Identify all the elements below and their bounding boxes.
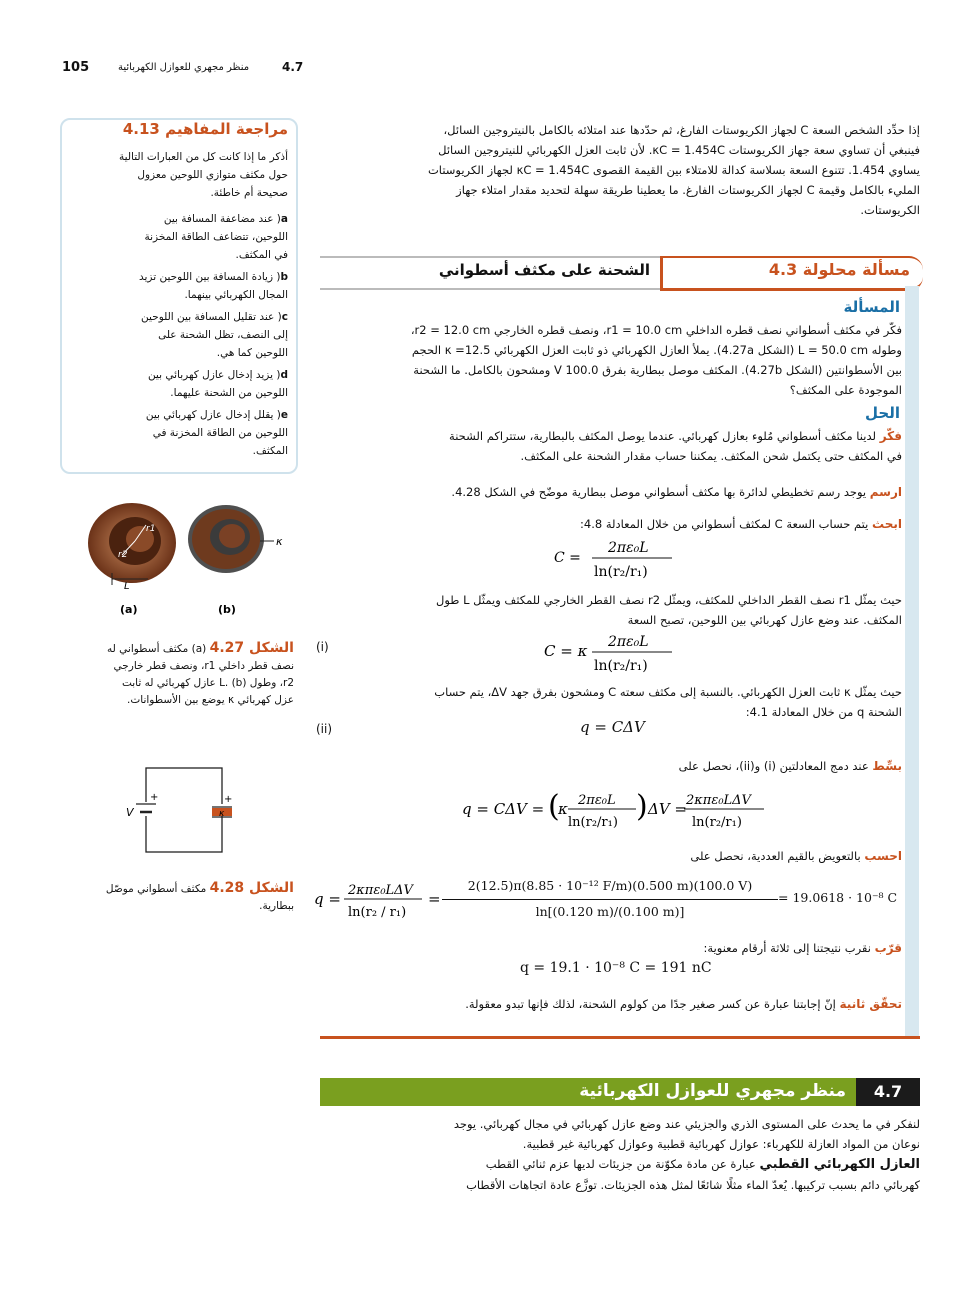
step-label: بسِّط xyxy=(872,759,902,773)
round-result: q = 19.1 · 10⁻⁸ C = 191 nC xyxy=(520,960,712,976)
text-line: نوعان من المواد العازلة للكهرباء: عوازل كهربائية قطبية وعوازل كهربائية غير قطبية. xyxy=(522,1137,920,1151)
figure-label-b: (b) xyxy=(218,603,236,616)
concept-review-title: مراجعة المفاهيم 4.13 xyxy=(122,120,288,138)
option-letter: b xyxy=(280,271,288,283)
option-a: a( عند مضاعفة المسافة بين اللوحين، تتضاعف الطاقة المخزنة في المكثف. xyxy=(70,210,288,264)
text-line: حيث يمثّل r1 نصف القطر الداخلي للمكثف، ويمثّل r2 نصف القطر الخارجي للمكثف ويمثّل L طول xyxy=(435,593,902,607)
text-line: إنّ إجابتنا عبارة عن كسر صغير جدًا من كولوم الشحنة، لذلك فإنها تبدو معقولة. xyxy=(465,997,836,1011)
capacitor-plus: + xyxy=(224,794,233,805)
option-b: b( زيادة المسافة بين اللوحين تزيد المجال الكهربائي بينهما. xyxy=(70,268,288,304)
text-line: يتم حساب السعة C لمكثف أسطواني من خلال المعادلة 4.8: xyxy=(580,517,869,531)
figure-4-27-caption xyxy=(62,640,294,709)
equation-ii: q = CΔV xyxy=(580,718,645,736)
svg-text:2πε₀L: 2πε₀L xyxy=(608,540,649,556)
text-line: لدينا مكثف أسطواني مُلوء بعازل كهربائي. عندما يوصل المكثف بالبطارية، ستتراكم الشحنة xyxy=(449,429,877,443)
text-line: إذا حدِّد الشخص السعة C لجهاز الكريوستات الفارغ، ثم حدّدها عند امتلائه بالكامل بالنيتروجين السائل، xyxy=(443,123,920,137)
text-line: المليء بالكامل وقيمة C لجهاز الكريوستات الفارغ. ما يعطينا طريقة سهلة لتحديد مقدار امتلاء جهاز xyxy=(456,183,920,197)
figure-label-a: (a) xyxy=(120,603,138,616)
svg-text:2πε₀L: 2πε₀L xyxy=(608,634,649,650)
solved-problem-end-rule xyxy=(320,1036,920,1039)
text-line: عبارة عن مادة مكوّنة من جزيئات لديها عزم ثنائي القطب xyxy=(485,1157,756,1171)
cylindrical-capacitor-a xyxy=(88,503,176,583)
svg-text:=: = xyxy=(428,890,441,908)
text-line: زيادة المسافة بين اللوحين تزيد xyxy=(139,271,274,283)
research-step xyxy=(318,514,902,534)
svg-text:κ: κ xyxy=(558,800,568,818)
intro-paragraph xyxy=(318,120,920,220)
step-label: فكّر xyxy=(879,429,902,443)
option-e: e( يقلل إدخال عازل كهربائي بين اللوحين من الطاقة المخزنة في المكثف. xyxy=(70,406,288,460)
equation-ii-label: (ii) xyxy=(316,722,333,736)
calc-denominator: ln[(0.120 m)/(0.100 m)] xyxy=(535,904,685,919)
text-line: بالتعويض بالقيم العددية، نحصل على xyxy=(690,849,861,863)
figure-4-28-caption xyxy=(62,880,294,915)
text-line: اللوحين كما هي. xyxy=(216,347,288,359)
concept-review-question xyxy=(70,148,288,202)
text-line: بين الأسطوانتين (الشكل 4.27b). المكثف موصل ببطارية بفرق 100.0 V ومشحون بالكامل. ما الشحنة xyxy=(413,363,902,377)
text-line: نقرب نتيجتنا إلى ثلاثة أرقام معنوية: xyxy=(703,941,871,955)
kappa-text xyxy=(318,682,902,722)
text-line: اللوحين من الطاقة المخزنة في xyxy=(152,427,288,439)
r1-label: r1 xyxy=(146,524,156,534)
step-label: قرّب xyxy=(874,941,902,955)
figure-4-27 xyxy=(60,495,300,620)
text-line: فينبغي أن تساوي سعة جهاز الكريوستات κC = 1.454C. لأن ثابت العزل الكهربائي للنيتروجين السائل xyxy=(438,143,920,157)
svg-text:): ) xyxy=(636,789,648,824)
text-line: يزيد إدخال عازل كهربائي بين xyxy=(147,369,274,381)
key-term: العازل الكهربائي القطبي xyxy=(759,1157,920,1172)
text-line: عند دمج المعادلتين (i) و(ii)، نحصل على xyxy=(678,759,869,773)
text-line: فكّر في مكثف أسطواني نصف قطره الداخلي r1 = 10.0 cm، ونصف قطره الخارجي r2 = 12.0 cm، xyxy=(410,323,902,337)
svg-text:C = κ: C = κ xyxy=(544,642,588,660)
calc-result: = 19.0618 · 10⁻⁸ C xyxy=(778,890,898,905)
text-line: المجال الكهربائي بينهما. xyxy=(184,289,288,301)
text-line: عزل كهربائي κ يوضع بين الأسطوانات. xyxy=(127,694,294,706)
check-step xyxy=(318,994,902,1014)
svg-text:C =: C = xyxy=(554,550,581,566)
option-letter: e xyxy=(280,409,288,421)
solved-problem-side-stripe xyxy=(905,286,919,1036)
running-header-title: منظر مجهري للعوازل الكهربائية xyxy=(118,62,250,73)
svg-text:(: ( xyxy=(548,789,560,824)
think-step xyxy=(318,426,902,466)
text-line: يساوي 1.454. تتنوع السعة بسلاسة كدالة للامتلاء بين القيمة القصوى κC = 1.454C لجهاز الكريوستات xyxy=(427,163,920,177)
option-letter: c xyxy=(281,311,288,323)
where-text xyxy=(318,590,902,630)
text-line: يوجد رسم تخطيطي لدائرة بها مكثف أسطواني موصل ببطارية موضّح في الشكل 4.28. xyxy=(451,485,867,499)
caption-label: الشكل 4.27 xyxy=(209,640,294,656)
calculate-step xyxy=(318,846,902,866)
sketch-step xyxy=(318,482,902,502)
svg-text:ln(r₂/r₁): ln(r₂/r₁) xyxy=(594,658,648,674)
r2-label: r2 xyxy=(118,550,128,560)
problem-text xyxy=(318,320,902,400)
calc-numerator: 2(12.5)π(8.85 · 10⁻¹² F/m)(0.500 m)(100.0 V) xyxy=(467,878,753,893)
text-line: كهربائي دائم بسبب تركيبها. يُعدّ الماء مثلًا شائعًا لمثل هذه الجزيئات. توزَّع عادة اتجاهات الأقطاب xyxy=(466,1178,920,1192)
page-number: 105 xyxy=(62,60,90,75)
text-line: في المكثف حتى يكتمل شحن المكثف. يمكننا حساب مقدار الشحنة على المكثف. xyxy=(520,449,902,463)
section-number: 4.7 xyxy=(856,1078,920,1106)
option-c: c( عند تقليل المسافة بين اللوحين إلى النصف، تظل الشحنة على اللوحين كما هي. xyxy=(70,308,288,362)
kappa-label: κ xyxy=(276,535,283,548)
text-line: يقلل إدخال عازل كهربائي بين xyxy=(145,409,274,421)
figure-4-28-circuit xyxy=(120,760,250,860)
simplify-step xyxy=(318,756,902,776)
text-line: عند تقليل المسافة بين اللوحين xyxy=(141,311,275,323)
round-step xyxy=(318,938,902,958)
caption-label: الشكل 4.28 xyxy=(209,880,294,896)
text-line: المكثف. xyxy=(252,445,288,457)
svg-text:ln(r₂/r₁): ln(r₂/r₁) xyxy=(568,815,618,830)
length-label: L xyxy=(124,581,130,592)
voltage-label: V xyxy=(126,806,134,819)
solved-problem-title: الشحنة على مكثف أسطواني xyxy=(438,261,650,279)
text-line: عند مضاعفة المسافة بين xyxy=(163,213,274,225)
text-line: ببطارية. xyxy=(259,900,294,912)
equation-symbolic xyxy=(312,872,452,928)
svg-text:2κπε₀LΔV: 2κπε₀LΔV xyxy=(686,793,751,808)
problem-heading: المسألة xyxy=(843,298,900,316)
text-line: الشحنة q من خلال المعادلة 4.1: xyxy=(745,705,902,719)
svg-text:ΔV =: ΔV = xyxy=(648,800,688,818)
solved-problem-label: مسألة محلولة 4.3 xyxy=(768,260,910,279)
text-line: إلى النصف، تظل الشحنة على xyxy=(158,329,288,341)
step-label: ابحث xyxy=(872,517,902,531)
svg-text:2κπε₀LΔV: 2κπε₀LΔV xyxy=(348,883,413,898)
running-header-section: 4.7 xyxy=(282,60,304,74)
section-text xyxy=(318,1114,920,1195)
svg-text:q = CΔV =: q = CΔV = xyxy=(462,800,545,818)
text-line: في المكثف. xyxy=(235,249,288,261)
text-line: الموجودة على المكثف؟ xyxy=(789,383,902,397)
option-letter: a xyxy=(280,213,288,225)
svg-text:2πε₀L: 2πε₀L xyxy=(578,793,616,808)
text-line: (a) مكثف أسطواني له xyxy=(106,643,207,655)
equation-capacitance xyxy=(550,532,680,584)
equation-i xyxy=(540,626,680,678)
solution-heading: الحل xyxy=(865,404,900,422)
equation-combined xyxy=(460,782,780,838)
text-line: r2، وطول L. (b) عازل كهربائي له ثابت xyxy=(121,677,294,689)
section-title: منظر مجهري للعوازل الكهربائية xyxy=(579,1081,846,1101)
cylindrical-capacitor-b xyxy=(188,505,264,573)
text-line: صحيحة أم خاطئة. xyxy=(210,187,288,199)
text-line: حيث يمثّل κ ثابت العزل الكهربائي. بالنسبة إلى مكثف سعته C ومشحون بفرق جهد ΔV، يتم حساب xyxy=(434,685,902,699)
svg-text:ln(r₂/r₁): ln(r₂/r₁) xyxy=(594,564,648,580)
text-line: أذكر ما إذا كانت كل من العبارات التالية xyxy=(119,151,288,163)
step-label: ارسم xyxy=(869,485,902,499)
text-line: مكثف أسطواني موصّل xyxy=(105,883,207,895)
fraction-bar xyxy=(442,899,778,900)
text-line: الكريوستات. xyxy=(860,203,920,217)
text-line: اللوحين، تتضاعف الطاقة المخزنة xyxy=(144,231,288,243)
step-label: تحقّق ثانية xyxy=(839,997,902,1011)
text-line: وطوله L = 50.0 cm (الشكل 4.27a). يملأ العازل الكهربائي ذو ثابت العزل الكهربائي κ =12.5 الحجم xyxy=(411,343,902,357)
option-d: d( يزيد إدخال عازل كهربائي بين اللوحين من الشحنة عليهما. xyxy=(70,366,288,402)
option-letter: d xyxy=(280,369,288,381)
equation-i-label: (i) xyxy=(316,640,329,654)
svg-text:q =: q = xyxy=(314,890,341,908)
text-line: اللوحين من الشحنة عليهما. xyxy=(170,387,288,399)
svg-text:ln(r₂ / r₁): ln(r₂ / r₁) xyxy=(348,905,407,920)
svg-text:ln(r₂/r₁): ln(r₂/r₁) xyxy=(692,815,742,830)
concept-review-options xyxy=(70,210,288,460)
step-label: احسب xyxy=(864,849,902,863)
battery-plus: + xyxy=(150,792,159,803)
text-line: المكثف. عند وضع عازل كهربائي بين اللوحين، تصبح السعة xyxy=(627,613,902,627)
text-line: نصف قطر داخلي r1، ونصف قطر خارجي xyxy=(113,660,294,672)
text-line: حول مكثف متوازي اللوحين معزول xyxy=(137,169,288,181)
text-line: لنفكر في ما يحدث على المستوى الذري والجزيئي عند وضع عازل كهربائي في مجال كهربائي. يوجد xyxy=(453,1117,920,1131)
kappa-label: κ xyxy=(219,809,225,819)
